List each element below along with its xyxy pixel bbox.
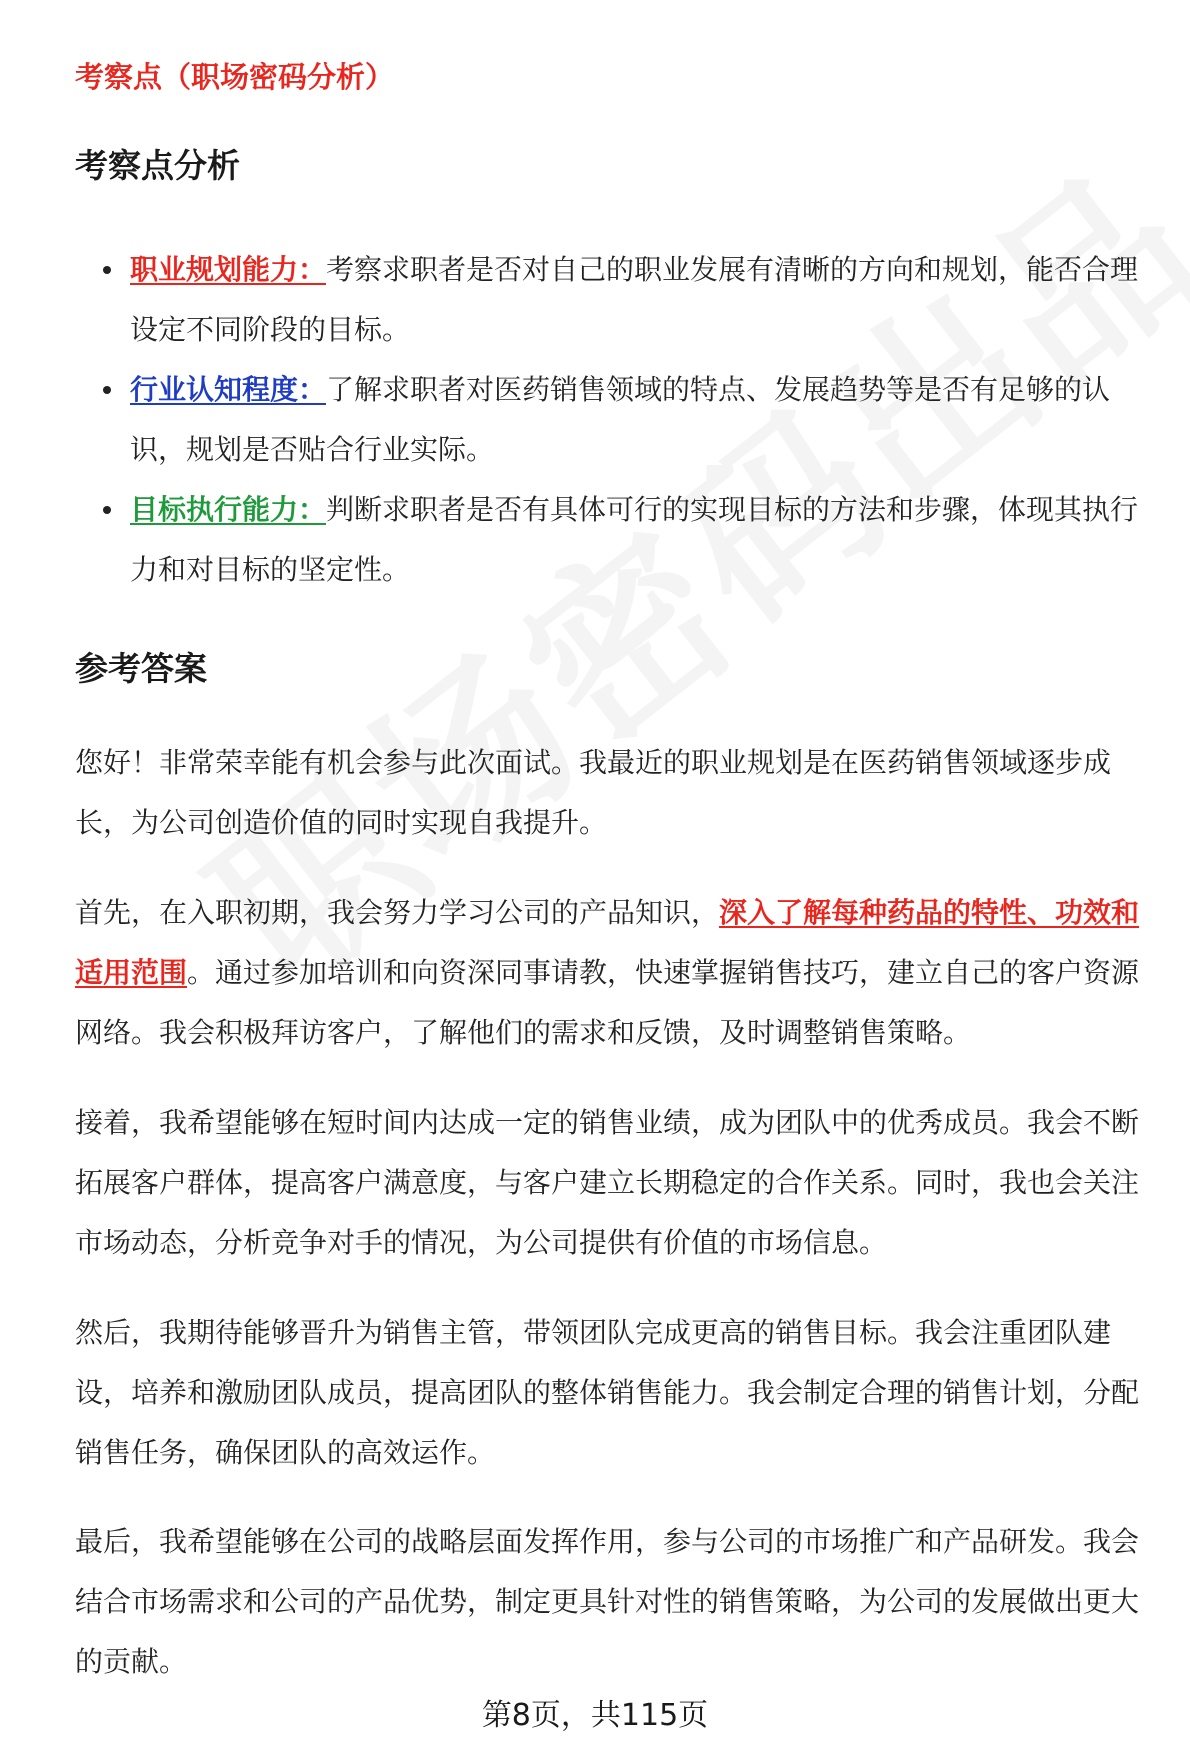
bullet-icon [103, 266, 111, 274]
analysis-list [75, 240, 1165, 600]
keyword-industry-awareness: 行业认知程度： [130, 373, 327, 406]
bullet-icon [103, 506, 111, 514]
page-number: 第8页，共115页 [481, 1698, 709, 1733]
list-item [75, 360, 1165, 480]
paragraph-text: 首先，在入职初期，我会努力学习公司的产品知识， [75, 896, 720, 929]
list-item-text: 考察求职者是否对自己的职业发展有清晰的方向和规划，能否合理设定不同阶段的目标。 [130, 253, 1139, 346]
highlighted-text: 深入了解每种药品的特性、功效和适用范围 [75, 896, 1140, 989]
keyword-goal-execution: 目标执行能力： [130, 493, 327, 526]
answer-paragraph-5: 最后，我希望能够在公司的战略层面发挥作用，参与公司的市场推广和产品研发。我会结合市场需求和公司的产品优势，制定更具针对性的销售策略，为公司的发展做出更大的贡献。 [75, 1525, 1140, 1678]
list-item [75, 480, 1165, 600]
answer-paragraph-3: 接着，我希望能够在短时间内达成一定的销售业绩，成为团队中的优秀成员。我会不断拓展客户群体，提高客户满意度，与客户建立长期稳定的合作关系。同时，我也会关注市场动态，分析竞争对手的情况，为公司提供有价值的市场信息。 [75, 1106, 1140, 1259]
answer-paragraph-1: 您好！非常荣幸能有机会参与此次面试。我最近的职业规划是在医药销售领域逐步成长，为公司创造价值的同时实现自我提升。 [75, 746, 1112, 839]
answer-heading: 参考答案 [75, 649, 207, 688]
list-item-text: 判断求职者是否有具体可行的实现目标的方法和步骤，体现其执行力和对目标的坚定性。 [130, 493, 1139, 586]
list-item [75, 240, 1165, 360]
list-item-text: 了解求职者对医药销售领域的特点、发展趋势等是否有足够的认识，规划是否贴合行业实际。 [130, 373, 1111, 466]
analysis-heading: 考察点分析 [75, 146, 240, 185]
bullet-icon [103, 386, 111, 394]
paragraph-text: 。通过参加培训和向资深同事请教，快速掌握销售技巧，建立自己的客户资源网络。我会积极拜访客户，了解他们的需求和反馈，及时调整销售策略。 [75, 956, 1140, 1049]
answer-paragraph-4: 然后，我期待能够晋升为销售主管，带领团队完成更高的销售目标。我会注重团队建设，培养和激励团队成员，提高团队的整体销售能力。我会制定合理的销售计划，分配销售任务，确保团队的高效运作。 [75, 1316, 1140, 1469]
page-red-title: 考察点（职场密码分析） [75, 60, 395, 94]
answer-paragraph-2 [75, 883, 1165, 1063]
keyword-career-planning: 职业规划能力： [130, 253, 327, 286]
